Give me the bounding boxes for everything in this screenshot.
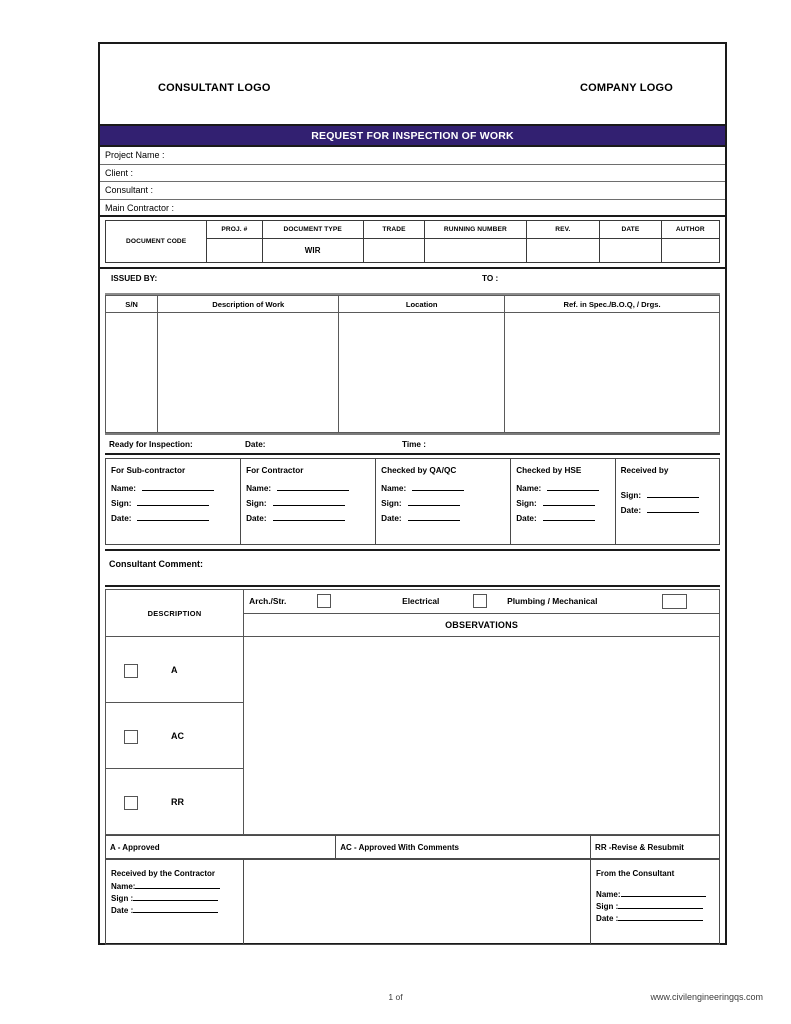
final-signature-table: [105, 859, 720, 945]
checkbox-grade-ac[interactable]: [124, 730, 138, 744]
grade-label-a: A: [171, 664, 178, 675]
final-field-name: Name:: [596, 890, 719, 899]
document-code-table: [105, 220, 720, 263]
checkbox-arch-str[interactable]: [317, 594, 331, 608]
final-field-sign: Sign :: [596, 902, 719, 911]
document-code-section: [100, 217, 725, 263]
signature-field-sign: Sign:: [516, 499, 614, 508]
field-project-name[interactable]: Project Name :: [100, 147, 725, 165]
checkbox-electrical[interactable]: [473, 594, 487, 608]
signature-underline[interactable]: [277, 490, 349, 491]
signature-underline[interactable]: [273, 505, 345, 506]
value-date[interactable]: [600, 239, 661, 263]
signature-underline[interactable]: [543, 505, 595, 506]
final-field-date: Date :: [111, 906, 243, 915]
signature-field-date: Date:: [621, 506, 719, 515]
signature-underline[interactable]: [547, 490, 599, 491]
label-ready-date[interactable]: Date:: [245, 440, 266, 449]
signature-title: For Contractor: [246, 466, 304, 475]
final-field-sign: Sign :: [111, 894, 243, 903]
table-row: [106, 313, 720, 433]
form-page: [98, 42, 727, 945]
label-ready-time[interactable]: Time :: [402, 440, 426, 449]
legend-revise-resubmit: RR -Revise & Resubmit: [591, 836, 720, 859]
signature-field-sign: Sign:: [246, 499, 375, 508]
value-rev[interactable]: [526, 239, 600, 263]
signature-field-date: Date:: [381, 514, 510, 523]
trade-label-arch-str: Arch./Str.: [249, 596, 287, 606]
signature-block-hse: [511, 459, 615, 545]
value-running-number[interactable]: [425, 239, 526, 263]
checkbox-plumbing-mechanical[interactable]: [662, 594, 687, 609]
label-observations: OBSERVATIONS: [244, 614, 720, 637]
signature-underline[interactable]: [408, 520, 460, 521]
grade-row-a: [106, 637, 244, 703]
header-rev: REV.: [526, 221, 600, 239]
grade-row-ac: [106, 703, 244, 769]
legend-table: [105, 835, 720, 859]
header-ref-spec: Ref. in Spec./B.O.Q, / Drgs.: [505, 296, 720, 313]
signature-underline[interactable]: [647, 512, 699, 513]
signature-underline[interactable]: [142, 490, 214, 491]
observations-text-area[interactable]: [244, 637, 720, 835]
label-issued-by[interactable]: ISSUED BY:: [111, 274, 158, 283]
final-field-name: Name:: [111, 882, 243, 891]
header-document-type: DOCUMENT TYPE: [262, 221, 363, 239]
signature-underline[interactable]: [647, 497, 699, 498]
header-sn: S/N: [106, 296, 158, 313]
trade-label-electrical: Electrical: [402, 596, 440, 606]
description-table: [105, 589, 720, 835]
grade-label-rr: RR: [171, 796, 184, 807]
consultant-comment-row[interactable]: [105, 549, 720, 587]
label-to[interactable]: TO :: [482, 274, 499, 283]
signature-block-subcontractor: [106, 459, 241, 545]
field-main-contractor[interactable]: Main Contractor :: [100, 200, 725, 218]
document-code-label: DOCUMENT CODE: [106, 221, 207, 263]
final-underline[interactable]: [618, 908, 703, 909]
final-underline[interactable]: [621, 896, 706, 897]
header-description-of-work: Description of Work: [158, 296, 339, 313]
legend-approved: A - Approved: [106, 836, 336, 859]
final-block-contractor: [106, 860, 244, 945]
footer-page-number: 1 of: [388, 992, 403, 1002]
cell-sn[interactable]: [106, 313, 158, 433]
label-description: DESCRIPTION: [106, 590, 244, 637]
signature-block-contractor: [241, 459, 376, 545]
final-title-contractor: Received by the Contractor: [111, 869, 216, 878]
header-author: AUTHOR: [661, 221, 719, 239]
signature-field-name: Name:: [246, 484, 375, 493]
value-proj-no[interactable]: [207, 239, 262, 263]
signature-field-date: Date:: [111, 514, 240, 523]
company-logo-placeholder: COMPANY LOGO: [579, 82, 673, 94]
cell-description-of-work[interactable]: [158, 313, 339, 433]
trade-label-plumbing-mechanical: Plumbing / Mechanical: [507, 596, 598, 606]
work-table-section: [100, 295, 725, 433]
description-observations-section: [100, 587, 725, 945]
ready-for-inspection-row: [105, 433, 720, 455]
signature-underline[interactable]: [137, 520, 209, 521]
signature-title: Checked by HSE: [516, 466, 582, 475]
final-block-consultant: [591, 860, 720, 945]
header-date: DATE: [600, 221, 661, 239]
legend-approved-with-comments: AC - Approved With Comments: [336, 836, 591, 859]
label-consultant-comment: Consultant Comment:: [109, 559, 203, 569]
signature-title: Checked by QA/QC: [381, 466, 457, 475]
signature-field-sign: Sign:: [381, 499, 510, 508]
footer-url: www.civilengineeringqs.com: [650, 992, 763, 1002]
header-location: Location: [339, 296, 505, 313]
final-field-date: Date :: [596, 914, 719, 923]
header-proj-no: PROJ. #: [207, 221, 262, 239]
form-title-bar: REQUEST FOR INSPECTION OF WORK: [100, 126, 725, 147]
value-trade[interactable]: [363, 239, 424, 263]
signature-block-received-by: [615, 459, 719, 545]
trade-checkbox-row: [244, 590, 720, 614]
signature-title: For Sub-contractor: [111, 466, 186, 475]
signature-field-date: Date:: [516, 514, 614, 523]
cell-location[interactable]: [339, 313, 505, 433]
signature-underline[interactable]: [273, 520, 345, 521]
signature-block-qaqc: [376, 459, 511, 545]
final-blank-area[interactable]: [244, 860, 591, 945]
signature-field-name: Name:: [111, 484, 240, 493]
signature-table: [105, 458, 720, 545]
header-trade: TRADE: [363, 221, 424, 239]
grade-row-rr: [106, 769, 244, 835]
grade-label-ac: AC: [171, 730, 184, 741]
signature-field-sign: Sign:: [621, 491, 719, 500]
signature-underline[interactable]: [137, 505, 209, 506]
consultant-logo-placeholder: CONSULTANT LOGO: [158, 82, 271, 94]
value-author[interactable]: [661, 239, 719, 263]
cell-ref-spec[interactable]: [505, 313, 720, 433]
signature-band: [100, 455, 725, 545]
field-client[interactable]: Client :: [100, 165, 725, 183]
signature-title: Received by: [620, 466, 669, 475]
signature-field-name: Name:: [516, 484, 614, 493]
final-underline[interactable]: [133, 912, 218, 913]
signature-underline[interactable]: [543, 520, 595, 521]
field-consultant[interactable]: Consultant :: [100, 182, 725, 200]
signature-underline[interactable]: [408, 505, 460, 506]
checkbox-grade-rr[interactable]: [124, 796, 138, 810]
logo-band: [100, 44, 725, 126]
signature-field-date: Date:: [246, 514, 375, 523]
final-underline[interactable]: [135, 888, 220, 889]
final-title-consultant: From the Consultant: [596, 869, 675, 878]
final-underline[interactable]: [133, 900, 218, 901]
signature-underline[interactable]: [412, 490, 464, 491]
value-document-type[interactable]: WIR: [262, 239, 363, 263]
label-ready-for-inspection[interactable]: Ready for Inspection:: [109, 440, 193, 449]
checkbox-grade-a[interactable]: [124, 664, 138, 678]
signature-field-name: Name:: [381, 484, 510, 493]
issued-to-row: [105, 269, 720, 295]
signature-field-sign: Sign:: [111, 499, 240, 508]
work-table: [105, 295, 720, 433]
final-underline[interactable]: [618, 920, 703, 921]
header-running-number: RUNNING NUMBER: [425, 221, 526, 239]
